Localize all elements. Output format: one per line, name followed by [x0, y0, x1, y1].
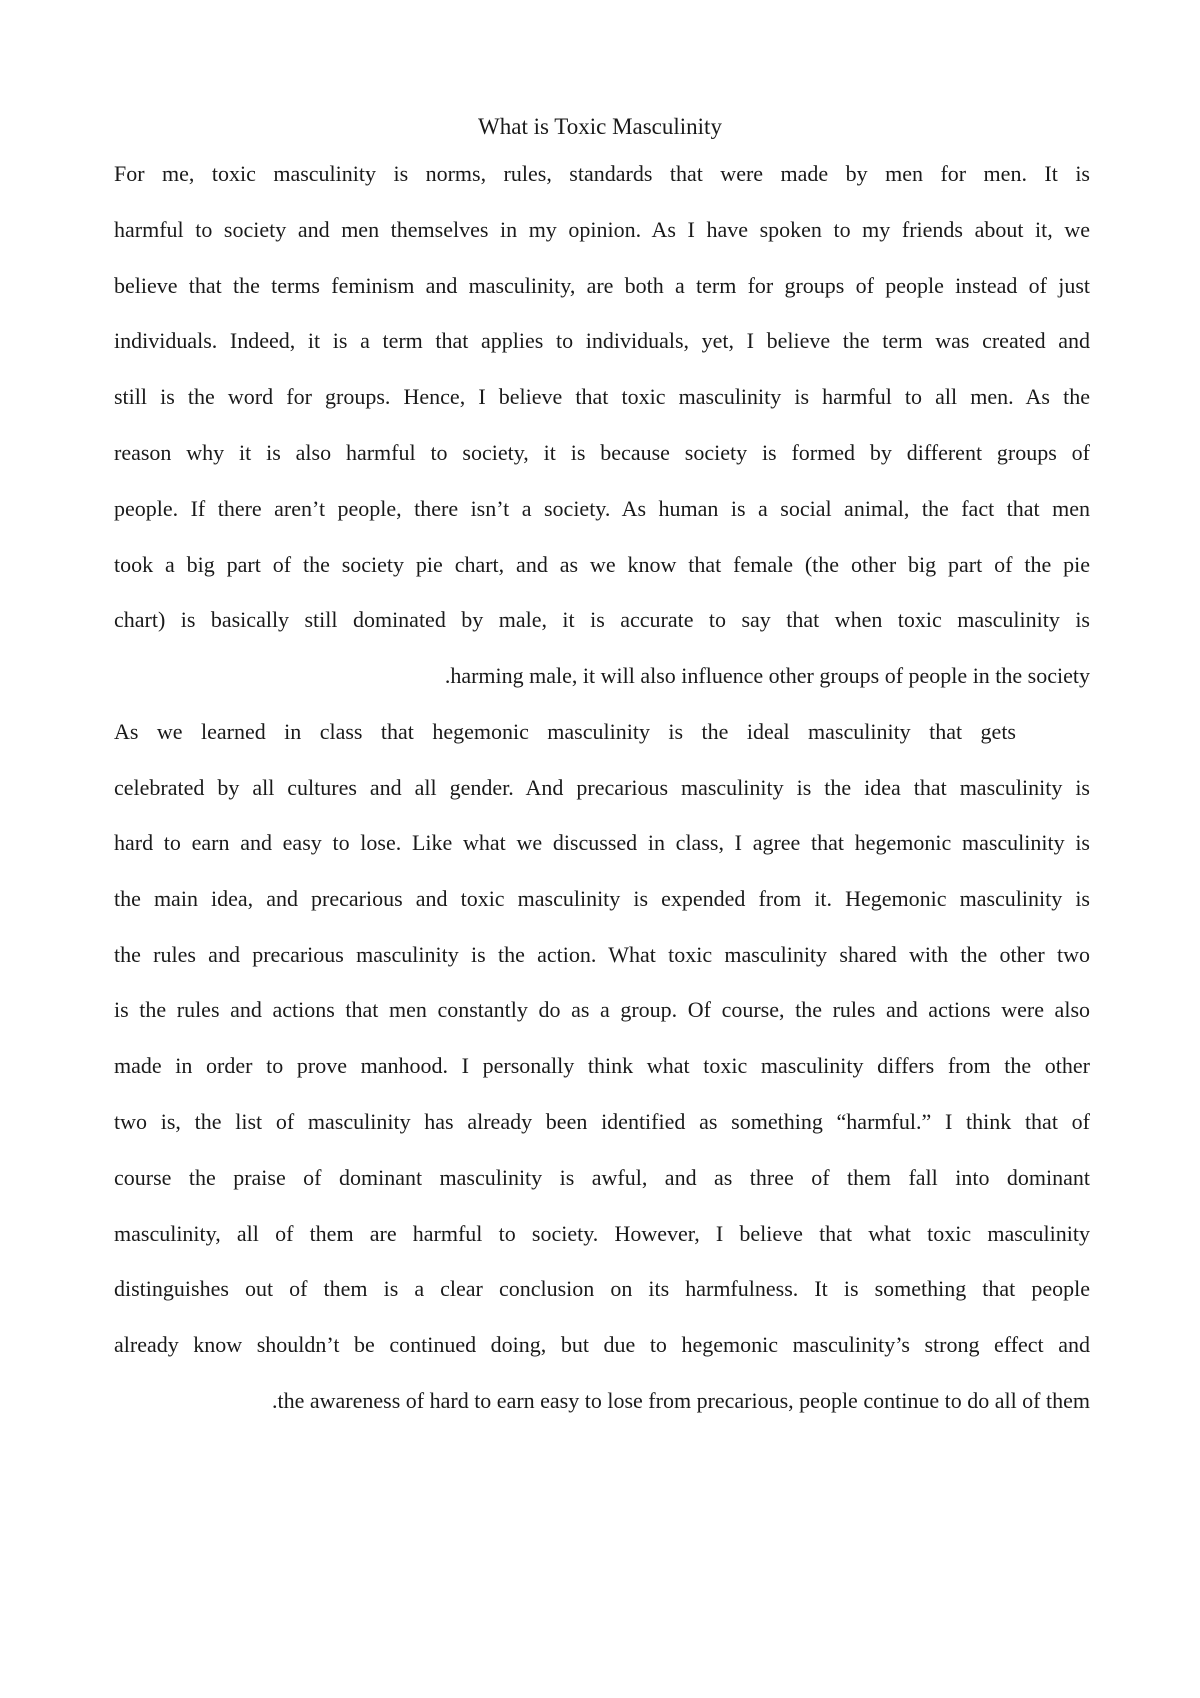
paragraph-2-line-8: two is, the list of masculinity has already been identified as something “harmful.” I think that of [114, 1109, 1090, 1134]
paragraph-1-line-6: reason why it is also harmful to society, it is because society is formed by different groups of [114, 440, 1090, 465]
paragraph-2-line-13: .the awareness of hard to earn easy to lose from precarious, people continue to do all of them [272, 1388, 1090, 1413]
paragraph-2-line-5: the rules and precarious masculinity is the action. What toxic masculinity shared with the other two [114, 942, 1090, 967]
paragraph-2-line-2: celebrated by all cultures and all gender. And precarious masculinity is the idea that masculinity is [114, 775, 1090, 800]
paragraph-1-line-3: believe that the terms feminism and masculinity, are both a term for groups of people instead of just [114, 273, 1090, 298]
paragraph-2-line-1: As we learned in class that hegemonic masculinity is the ideal masculinity that gets [114, 719, 1016, 744]
paragraph-2-line-3: hard to earn and easy to lose. Like what we discussed in class, I agree that hegemonic masculinity is [114, 830, 1090, 855]
paragraph-2-line-10: masculinity, all of them are harmful to society. However, I believe that what toxic masculinity [114, 1221, 1090, 1246]
paragraph-2-line-11: distinguishes out of them is a clear conclusion on its harmfulness. It is something that people [114, 1276, 1090, 1301]
paragraph-2-line-4: the main idea, and precarious and toxic masculinity is expended from it. Hegemonic masculinity is [114, 886, 1090, 911]
paragraph-2-line-12: already know shouldn’t be continued doing, but due to hegemonic masculinity’s strong effect and [114, 1332, 1090, 1357]
paragraph-2-line-7: made in order to prove manhood. I personally think what toxic masculinity differs from the other [114, 1053, 1090, 1078]
paragraph-1-line-4: individuals. Indeed, it is a term that applies to individuals, yet, I believe the term was created and [114, 328, 1090, 353]
document-title: What is Toxic Masculinity [478, 114, 722, 139]
paragraph-1-line-9: chart) is basically still dominated by male, it is accurate to say that when toxic masculinity is [114, 607, 1090, 632]
paragraph-2-line-9: course the praise of dominant masculinity is awful, and as three of them fall into dominant [114, 1165, 1090, 1190]
paragraph-2-line-6: is the rules and actions that men constantly do as a group. Of course, the rules and actions were also [114, 997, 1090, 1022]
paragraph-1-line-7: people. If there aren’t people, there isn’t a society. As human is a social animal, the fact that men [114, 496, 1090, 521]
paragraph-1-line-8: took a big part of the society pie chart, and as we know that female (the other big part of the pie [114, 552, 1090, 577]
paragraph-1-line-5: still is the word for groups. Hence, I believe that toxic masculinity is harmful to all men. As the [114, 384, 1090, 409]
paragraph-1-line-2: harmful to society and men themselves in my opinion. As I have spoken to my friends about it, we [114, 217, 1090, 242]
paragraph-1-line-10: .harming male, it will also influence other groups of people in the society [444, 663, 1090, 688]
paragraph-1-line-1: For me, toxic masculinity is norms, rules, standards that were made by men for men. It is [114, 161, 1090, 186]
